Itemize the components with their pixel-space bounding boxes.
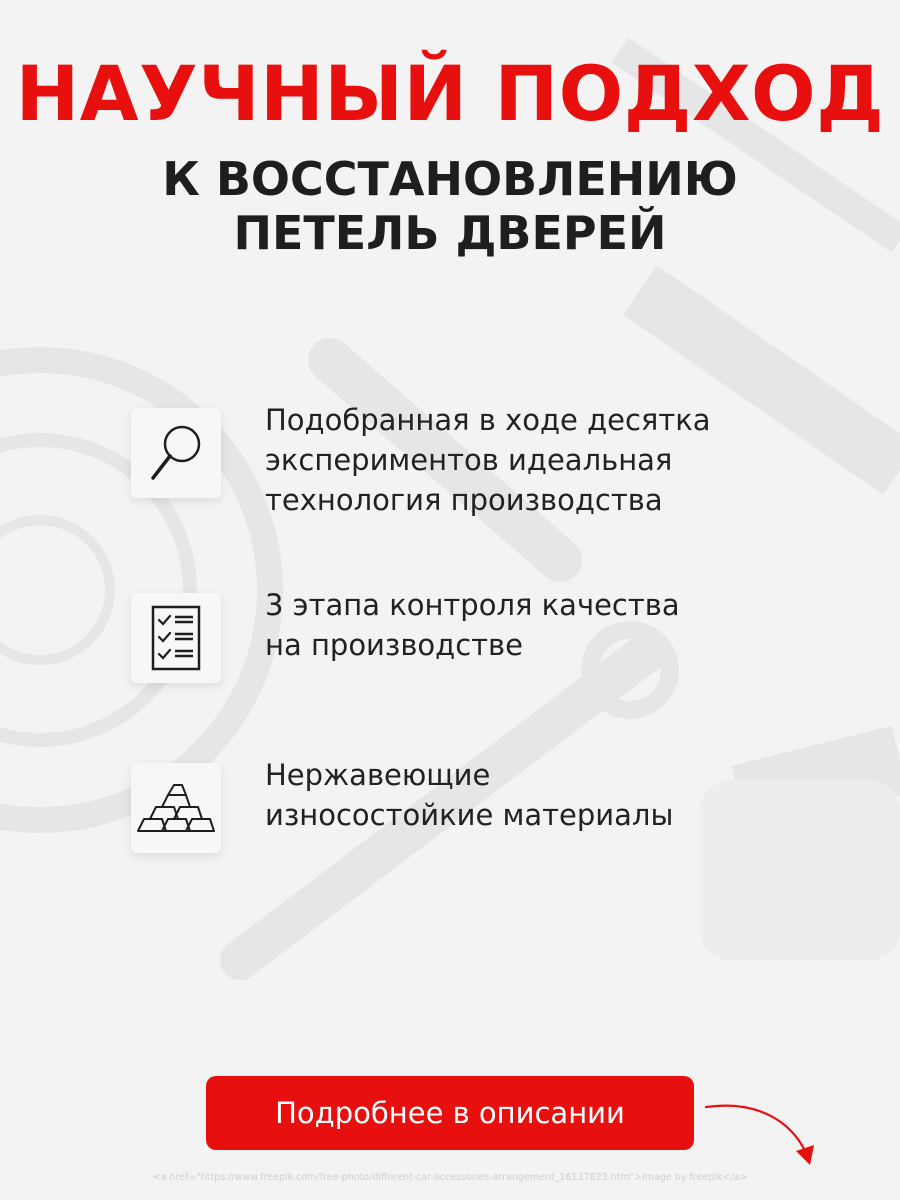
feature-icon-box bbox=[131, 593, 221, 683]
feature-text-line: 3 этапа контроля качества bbox=[265, 588, 680, 622]
subheadline-line: ПЕТЕЛЬ ДВЕРЕЙ bbox=[233, 206, 667, 260]
feature-text-line: на производстве bbox=[265, 628, 523, 662]
headline: НАУЧНЫЙ ПОДХОД bbox=[15, 49, 885, 138]
feature-text-line: Подобранная в ходе десятка bbox=[265, 403, 711, 437]
feature-text bbox=[265, 755, 785, 835]
image-credit: <a href="https://www.freepik.com/free-photo/different-car-accessories-arrangement_16137823.htm">Image by freepik</a> bbox=[152, 1172, 748, 1183]
curved-arrow-icon bbox=[700, 1095, 820, 1175]
details-button[interactable]: Подробнее в описании bbox=[206, 1076, 694, 1150]
feature-icon-box bbox=[131, 763, 221, 853]
feature-materials bbox=[131, 758, 831, 855]
subheadline-line: К ВОССТАНОВЛЕНИЮ bbox=[162, 152, 738, 206]
feature-text-line: технология производства bbox=[265, 483, 663, 517]
feature-text-line: Нержавеющие bbox=[265, 758, 491, 792]
feature-quality-control bbox=[131, 588, 831, 685]
feature-text bbox=[265, 585, 785, 665]
subheadline bbox=[0, 152, 900, 260]
feature-text-line: экспериментов идеальная bbox=[265, 443, 673, 477]
feature-text bbox=[265, 400, 785, 520]
feature-text-line: износостойкие материалы bbox=[265, 798, 674, 832]
feature-icon-box bbox=[131, 408, 221, 498]
metal-bars-icon bbox=[136, 783, 216, 833]
feature-technology bbox=[131, 403, 831, 517]
magnifier-icon bbox=[145, 422, 207, 484]
checklist-icon bbox=[149, 605, 203, 671]
